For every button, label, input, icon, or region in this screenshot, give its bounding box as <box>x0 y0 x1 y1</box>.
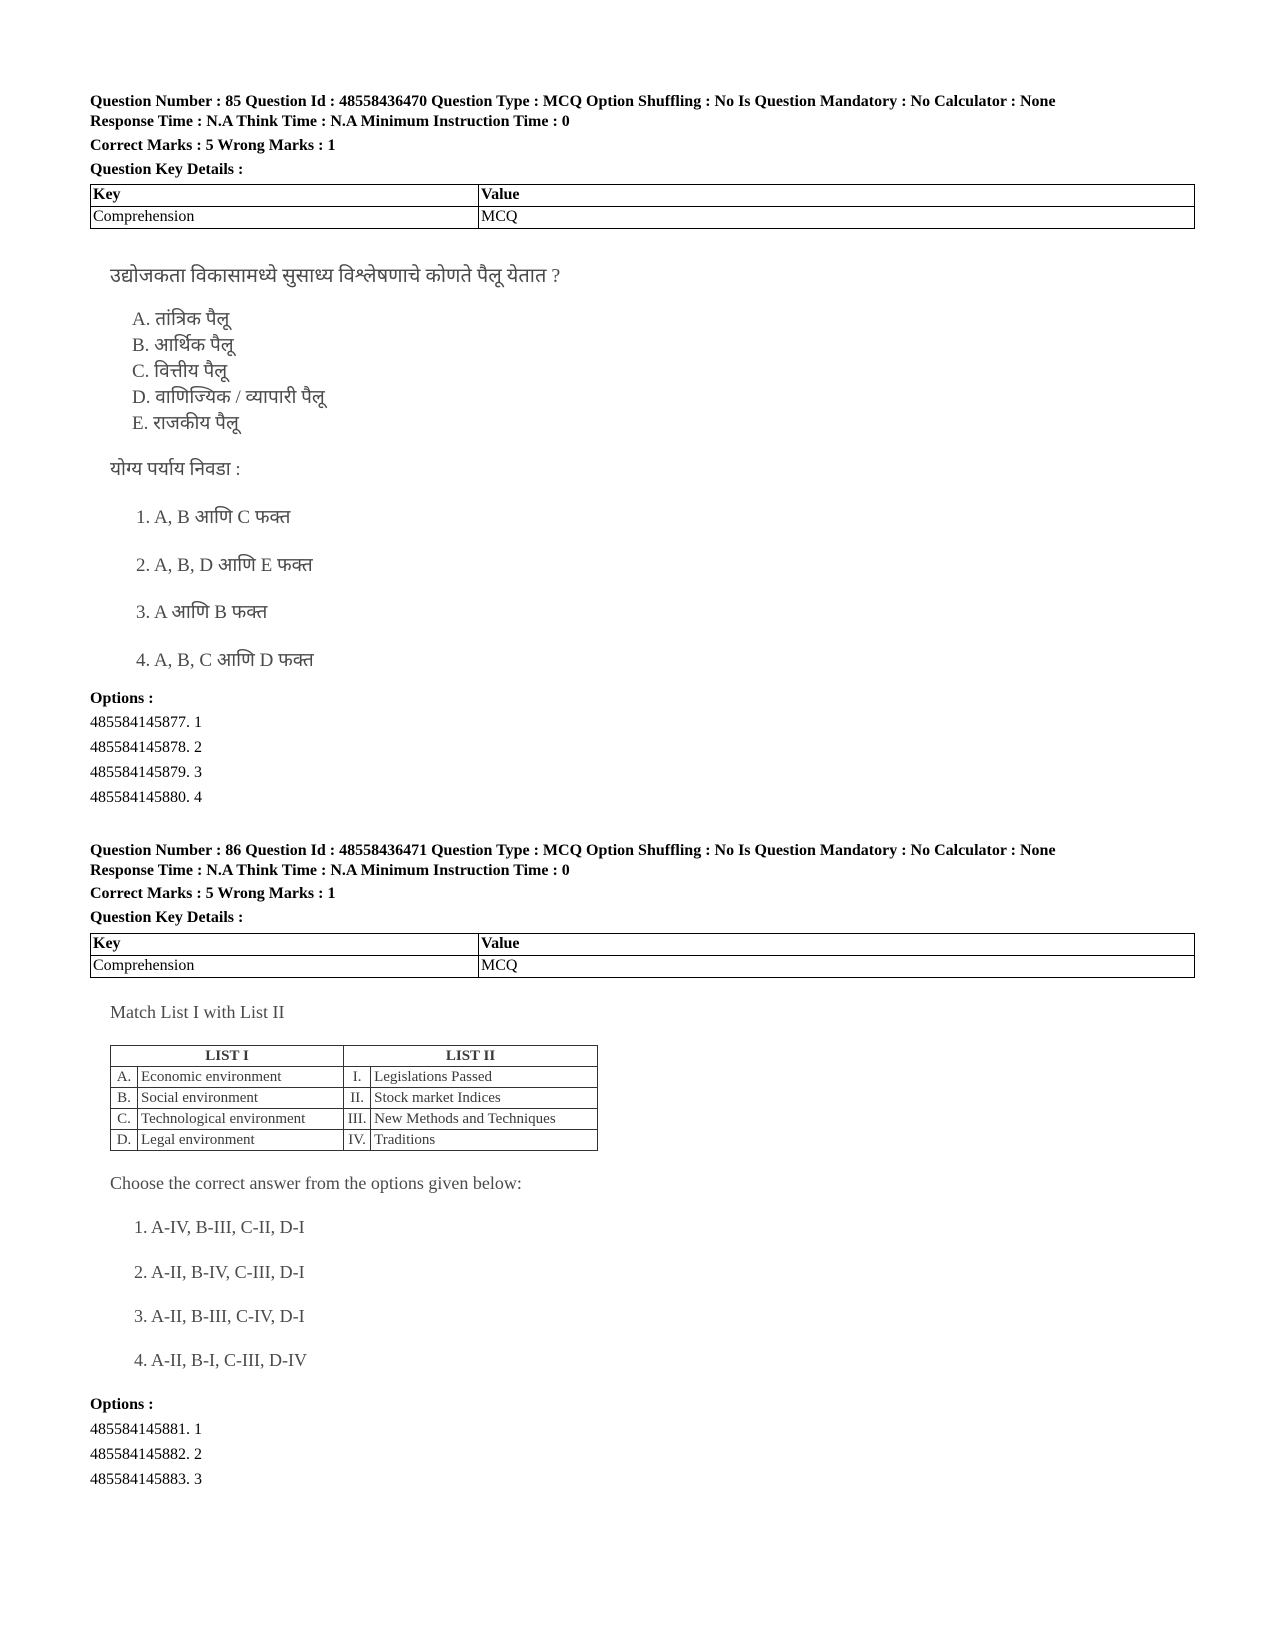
question-meta-line1: Question Number : 86 Question Id : 48558436471 Question Type : MCQ Option Shuffling : No Is Question Mandatory : No Calculator : None <box>90 842 1056 859</box>
key-cell: Comprehension <box>91 956 479 978</box>
question-meta-line2: Response Time : N.A Think Time : N.A Minimum Instruction Time : 0 <box>90 113 570 130</box>
answer-choice: 4. A-II, B-I, C-III, D-IV <box>134 1350 307 1370</box>
list-two-index: III. <box>344 1109 371 1130</box>
option-item: 485584145877. 1 <box>90 714 202 731</box>
question-stem: उद्योजकता विकासामध्ये सुसाध्य विश्लेषणाचे कोणते पैलू येतात ? <box>110 265 561 287</box>
key-header: Key <box>91 185 479 207</box>
key-header: Key <box>91 934 479 956</box>
statement-item: E. राजकीय पैलू <box>132 413 239 434</box>
list-two-header: LIST II <box>344 1046 598 1067</box>
answer-choice: 1. A-IV, B-III, C-II, D-I <box>134 1217 305 1237</box>
value-header: Value <box>479 934 1195 956</box>
question-meta-line1: Question Number : 85 Question Id : 48558436470 Question Type : MCQ Option Shuffling : No Is Question Mandatory : No Calculator : None <box>90 93 1056 110</box>
list-two-index: IV. <box>344 1130 371 1151</box>
statement-item: D. वाणिज्यिक / व्यापारी पैलू <box>132 387 325 408</box>
option-item: 485584145878. 2 <box>90 739 202 756</box>
value-cell: MCQ <box>479 956 1195 978</box>
list-one-item: Social environment <box>138 1088 344 1109</box>
key-details-label: Question Key Details : <box>90 909 244 926</box>
question-stem: Match List I with List II <box>110 1002 285 1022</box>
key-details-table <box>90 933 1195 978</box>
statement-item: A. तांत्रिक पैलू <box>132 309 230 330</box>
list-two-item: Traditions <box>371 1130 598 1151</box>
table-row <box>111 1130 598 1151</box>
list-one-item: Economic environment <box>138 1067 344 1088</box>
question-image <box>110 1000 630 1380</box>
marks-line: Correct Marks : 5 Wrong Marks : 1 <box>90 137 336 154</box>
table-row <box>111 1109 598 1130</box>
question-image <box>110 255 630 695</box>
answer-choice: 2. A-II, B-IV, C-III, D-I <box>134 1262 305 1282</box>
match-list-table <box>110 1045 598 1151</box>
list-one-item: Legal environment <box>138 1130 344 1151</box>
list-two-item: New Methods and Techniques <box>371 1109 598 1130</box>
option-item: 485584145879. 3 <box>90 764 202 781</box>
table-row <box>111 1067 598 1088</box>
option-item: 485584145883. 3 <box>90 1471 202 1488</box>
choose-instruction: Choose the correct answer from the options given below: <box>110 1173 522 1193</box>
list-one-index: B. <box>111 1088 138 1109</box>
list-one-header: LIST I <box>111 1046 344 1067</box>
statement-item: C. वित्तीय पैलू <box>132 361 228 382</box>
answer-choice: 3. A-II, B-III, C-IV, D-I <box>134 1306 305 1326</box>
answer-choice: 2. A, B, D आणि E फक्त <box>136 555 313 576</box>
marks-line: Correct Marks : 5 Wrong Marks : 1 <box>90 885 336 902</box>
answer-choice: 4. A, B, C आणि D फक्त <box>136 650 314 671</box>
list-two-item: Stock market Indices <box>371 1088 598 1109</box>
question-meta-line2: Response Time : N.A Think Time : N.A Minimum Instruction Time : 0 <box>90 862 570 879</box>
value-header: Value <box>479 185 1195 207</box>
list-two-index: I. <box>344 1067 371 1088</box>
options-label: Options : <box>90 690 154 707</box>
list-one-item: Technological environment <box>138 1109 344 1130</box>
value-cell: MCQ <box>479 207 1195 229</box>
answer-choice: 1. A, B आणि C फक्त <box>136 507 291 528</box>
list-one-index: D. <box>111 1130 138 1151</box>
key-details-label: Question Key Details : <box>90 161 244 178</box>
list-two-index: II. <box>344 1088 371 1109</box>
options-list <box>90 1417 202 1492</box>
answer-choice: 3. A आणि B फक्त <box>136 602 268 623</box>
key-details-table <box>90 184 1195 229</box>
table-row <box>111 1088 598 1109</box>
option-item: 485584145881. 1 <box>90 1421 202 1438</box>
list-one-index: C. <box>111 1109 138 1130</box>
option-item: 485584145882. 2 <box>90 1446 202 1463</box>
options-label: Options : <box>90 1396 154 1413</box>
key-cell: Comprehension <box>91 207 479 229</box>
list-one-index: A. <box>111 1067 138 1088</box>
list-two-item: Legislations Passed <box>371 1067 598 1088</box>
statement-item: B. आर्थिक पैलू <box>132 335 234 356</box>
option-item: 485584145880. 4 <box>90 789 202 806</box>
options-list <box>90 710 202 810</box>
choose-instruction: योग्य पर्याय निवडा : <box>110 459 241 480</box>
